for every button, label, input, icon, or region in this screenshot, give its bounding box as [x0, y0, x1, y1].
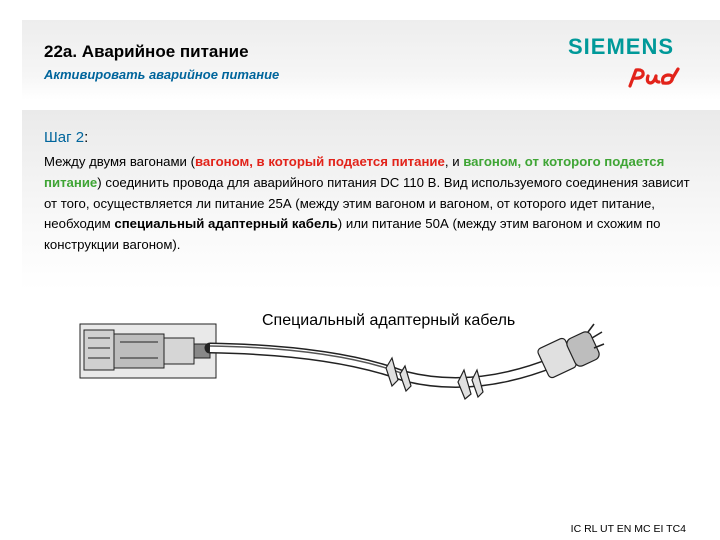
step-label: [44, 129, 88, 146]
adapter-cable-drawing: [74, 318, 614, 408]
copyright-text: © Siemens AG 2012. Все права защищены: [479, 504, 686, 516]
footer: [479, 501, 686, 539]
document-code: IC RL UT EN MC EI TC4: [570, 523, 686, 535]
instruction-segment-plain: , и: [444, 154, 464, 169]
page-title: 22а. Аварийное питание: [44, 42, 249, 61]
instruction-segment-plain: ) соединить провода для аварийного питания DC 110 В. Вид используемого соединения зависит от того, осуществляется ли питание 25А (между этим вагоном и вагоном, от которого идет питание, необходим: [44, 174, 690, 232]
instruction-segment-green: вагоном, от которого подается питание: [44, 154, 665, 190]
step-label-colon: :: [84, 129, 89, 146]
page-subtitle: Активировать аварийное питание: [44, 67, 280, 82]
instruction-text: [44, 152, 694, 256]
instruction-segment-red: вагоном, в который подается питание: [194, 154, 445, 169]
rzd-logo-icon: [626, 66, 682, 88]
instruction-segment-bold: специальный адаптерный кабель: [114, 216, 338, 232]
siemens-logo: SIEMENS: [568, 34, 675, 59]
cable-caption: Специальный адаптерный кабель: [262, 312, 516, 329]
step-label-text: Шаг 2: [44, 129, 85, 146]
instruction-segment-plain: ) или питание 50А (между этим вагоном и схожим по конструкции вагоном).: [44, 216, 661, 253]
instruction-segment-plain: Между двумя вагонами (: [44, 154, 195, 169]
